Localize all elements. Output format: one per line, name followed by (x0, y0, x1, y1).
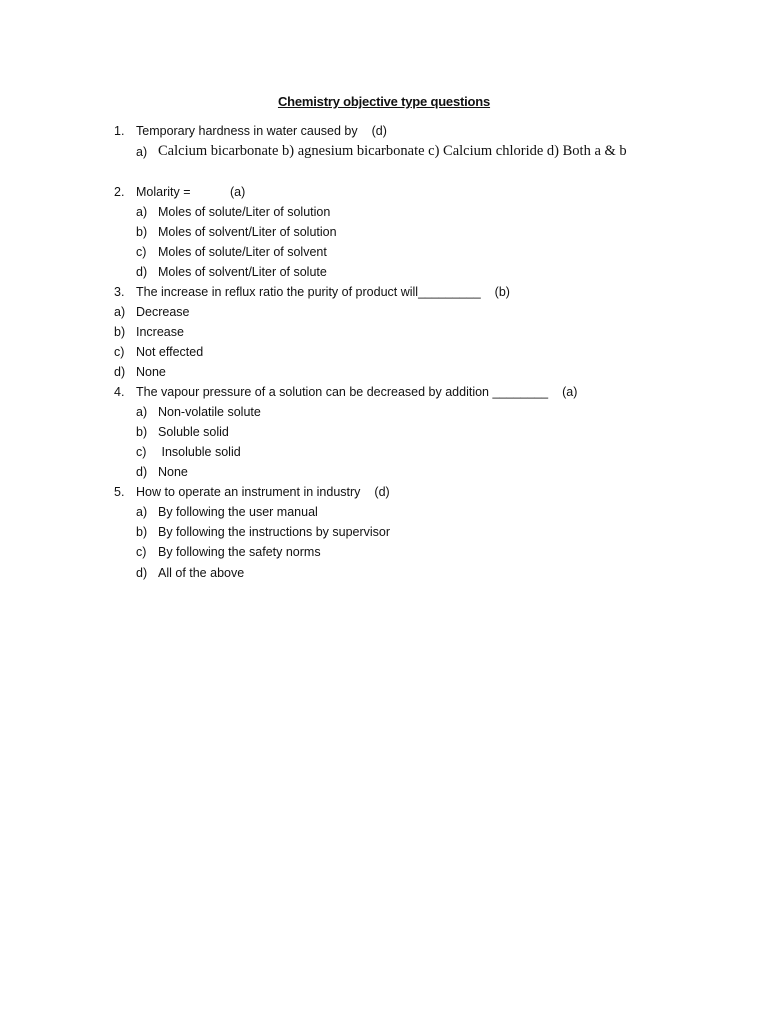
option-text: Not effected (136, 345, 204, 359)
question-number: 4. (114, 385, 125, 399)
question-number: 5. (114, 485, 125, 499)
option-label: a) (136, 505, 148, 519)
option-label: a) (114, 305, 126, 319)
question-number: 1. (114, 124, 125, 138)
question-text: How to operate an instrument in industry (d) (136, 485, 390, 499)
option-text: Calcium bicarbonate b) agnesium bicarbonate c) Calcium chloride d) Both a & b (158, 143, 627, 159)
option-text: By following the safety norms (158, 545, 321, 559)
option-text: Increase (136, 325, 184, 339)
option-label: c) (136, 545, 147, 559)
option-label: a) (136, 205, 148, 219)
answer-key: (d) (371, 124, 387, 138)
answer-key: (a) (230, 185, 246, 199)
answer-key: (a) (562, 385, 578, 399)
question-text: The increase in reflux ratio the purity of product will_________ (b) (136, 285, 510, 299)
question-text: Molarity = (136, 185, 191, 199)
option-label: c) (136, 445, 147, 459)
option-label: b) (136, 525, 148, 539)
option-label: c) (136, 245, 147, 259)
option-label: c) (114, 345, 125, 359)
option-label: d) (136, 265, 148, 279)
option-text: Moles of solute/Liter of solution (158, 205, 331, 219)
page-title: Chemistry objective type questions (277, 94, 491, 109)
option-text: Moles of solute/Liter of solvent (158, 245, 327, 259)
option-label: d) (114, 365, 126, 379)
option-label: b) (114, 325, 126, 339)
question-text: Temporary hardness in water caused by (d) (136, 124, 387, 138)
option-label: b) (136, 225, 148, 239)
option-text: By following the user manual (158, 505, 318, 519)
option-label: d) (136, 566, 148, 580)
option-text: All of the above (158, 566, 245, 580)
option-text: Decrease (136, 305, 190, 319)
option-label: d) (136, 465, 148, 479)
option-text: Non-volatile solute (158, 405, 261, 419)
option-label: a) (136, 145, 148, 159)
answer-key: (d) (374, 485, 390, 499)
option-text: Soluble solid (158, 425, 229, 439)
question-number: 3. (114, 285, 125, 299)
answer-key: (b) (494, 285, 510, 299)
option-text: None (136, 365, 166, 379)
option-text: Moles of solvent/Liter of solution (158, 225, 337, 239)
option-label: b) (136, 425, 148, 439)
option-text: Insoluble solid (158, 445, 241, 459)
question-text: The vapour pressure of a solution can be decreased by addition ________ (a) (136, 385, 578, 399)
option-text: None (158, 465, 188, 479)
question-number: 2. (114, 185, 125, 199)
option-label: a) (136, 405, 148, 419)
option-text: Moles of solvent/Liter of solute (158, 265, 327, 279)
option-text: By following the instructions by supervisor (158, 525, 391, 539)
